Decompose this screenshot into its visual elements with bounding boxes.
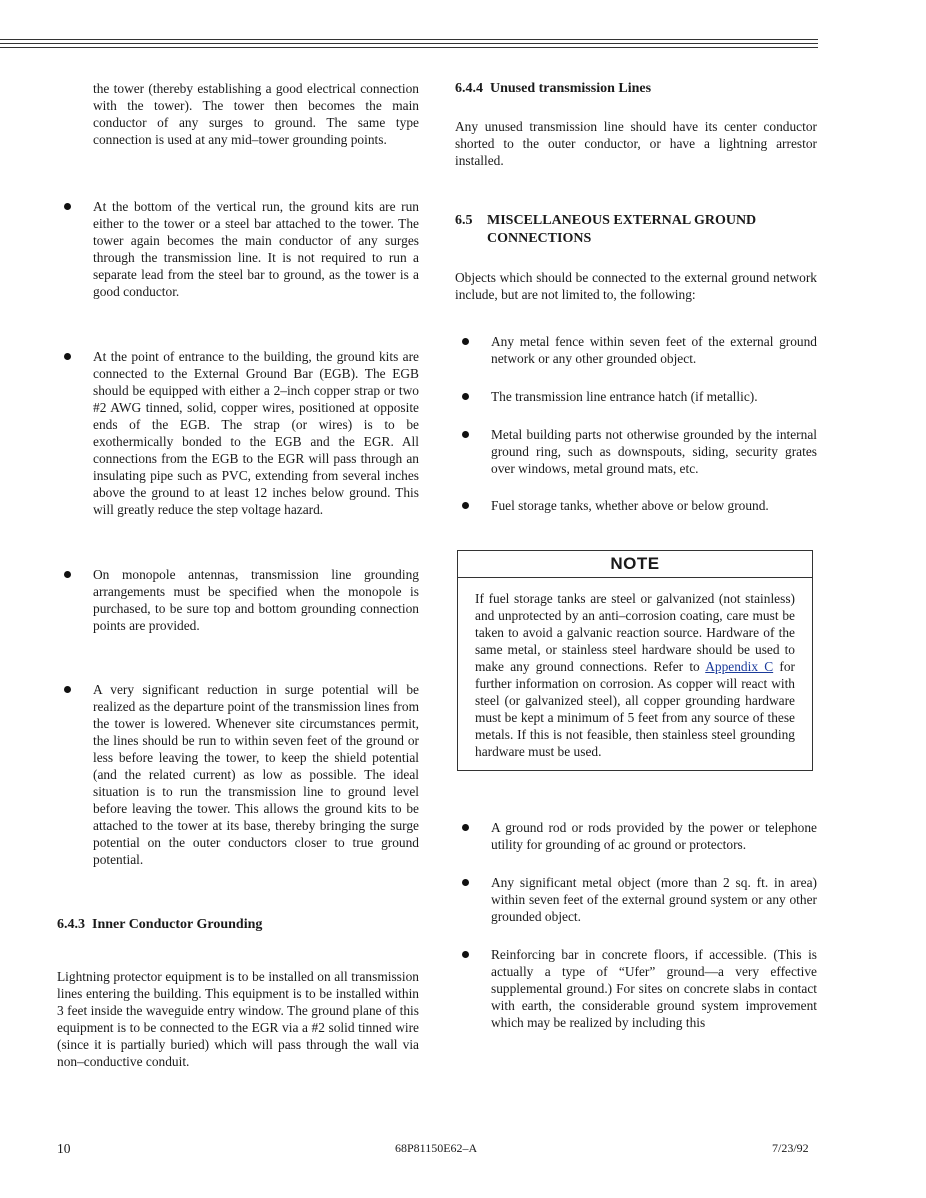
header-rule (0, 43, 818, 44)
bullet-item: Metal building parts not otherwise grounded by the internal ground ring, such as downspouts, siding, security grates over windows, metal ground mats, etc. (455, 426, 817, 477)
header-rule (0, 47, 818, 48)
note-title-box (457, 550, 813, 578)
continued-paragraph: the tower (thereby establishing a good electrical connection with the tower). The tower then becomes the main conductor of any surges to ground. The same type connection is used at any mid–tower grounding points. (93, 81, 419, 147)
bullet-icon (462, 824, 469, 831)
bullet-icon (64, 571, 71, 578)
section-paragraph: Any unused transmission line should have its center conductor shorted to the outer conductor, or have a lightning arrestor installed. (455, 119, 817, 168)
section-heading-6-4-4: 6.4.4 Unused transmission Lines (455, 81, 652, 96)
bullet-icon (462, 502, 469, 509)
document-number: 68P81150E62–A (395, 1141, 478, 1155)
bullet-item: Fuel storage tanks, whether above or below ground. (455, 497, 817, 514)
left-column (57, 80, 419, 1070)
bullet-icon (462, 393, 469, 400)
section-heading-6-4-3: 6.4.3 Inner Conductor Grounding (57, 917, 263, 932)
bullet-item: At the point of entrance to the building, the ground kits are connected to the External Ground Bar (EGB). The EGB should be equipped with either a 2–inch copper strap or two #2 AWG tinned, solid, copper wires, positioned at opposite ends of the EGB. The strap (or wires) is to be exothermically bonded to the EGB and the EGR. All connections from the EGB to the EGR will pass through an insulating pipe such as PVC, extending from several inches above the ground to at least 12 inches below ground. This will greatly reduce the step voltage hazard. (57, 348, 419, 518)
note-title: NOTE (610, 554, 660, 573)
page-number: 10 (57, 1141, 71, 1156)
bullet-item: Any metal fence within seven feet of the external ground network or any other grounded object. (455, 333, 817, 367)
bullet-icon (64, 686, 71, 693)
bullet-icon (462, 879, 469, 886)
appendix-c-link[interactable]: Appendix C (705, 659, 774, 674)
bullet-item: At the bottom of the vertical run, the ground kits are run either to the tower or a steel bar attached to the tower. The tower again becomes the main conductor of any surges through the transmission line. It is not required to run a separate lead from the steel bar to ground, as the tower is a good conductor. (57, 198, 419, 300)
section-heading-6-5: 6.5 MISCELLANEOUS EXTERNAL GROUND CONNECTIONS (455, 213, 757, 246)
bullet-item: The transmission line entrance hatch (if metallic). (455, 388, 817, 405)
right-column (455, 80, 817, 1031)
bullet-icon (462, 338, 469, 345)
section-paragraph: Objects which should be connected to the external ground network include, but are not limited to, the following: (455, 270, 817, 302)
bullet-item: A ground rod or rods provided by the power or telephone utility for grounding of ac ground or protectors. (455, 819, 817, 853)
document-date: 7/23/92 (772, 1141, 809, 1155)
section-paragraph: Lightning protector equipment is to be installed on all transmission lines entering the building. This equipment is to be installed within 3 feet inside the waveguide entry window. The ground plane of this equipment is to be connected to the EGR via a #2 solid tinned wire (since it is partially buried) which will pass through the wall via non–conductive conduit. (57, 969, 419, 1069)
bullet-item: A very significant reduction in surge potential will be realized as the departure point of the transmission lines from the tower is lowered. Whenever site circumstances permit, the lines should be run to within seven feet of the ground or less before leaving the tower, to keep the shield potential (and the related current) as low as possible. The ideal situation is to run the transmission line to ground level before leaving the tower. This allows the ground kits to be attached to the tower at its base, thereby bringing the surge potential on the outer conductors closer to true ground potential. (57, 681, 419, 868)
bullet-icon (64, 353, 71, 360)
bullet-item: Reinforcing bar in concrete floors, if accessible. (This is actually a type of “Ufer” ground—a very effective supplemental ground.) For sites on concrete slabs in contact with earth, the considerable ground system improvement which may be realized by including this (455, 946, 817, 1031)
bullet-icon (462, 431, 469, 438)
bullet-item: Any significant metal object (more than 2 sq. ft. in area) within seven feet of the external ground system or any other grounded object. (455, 874, 817, 925)
bullet-item: On monopole antennas, transmission line grounding arrangements must be specified when the monopole is purchased, to be sure top and bottom grounding connection points are provided. (57, 566, 419, 634)
bullet-icon (64, 203, 71, 210)
header-rule (0, 39, 818, 40)
note-box (455, 550, 817, 771)
note-body: If fuel storage tanks are steel or galvanized (not stainless) and unprotected by an anti–corrosion coating, care must be taken to avoid a galvanic reaction source. Hardware of the same metal, or stainless steel hardware should be used to make any ground connections. Refer to Appendix C for further information on corrosion. As copper will react with steel (or galvanized steel), all copper grounding hardware must be kept a minimum of 5 feet from any source of these metals. If this is not feasible, then stainless steel grounding hardware must be used. (457, 578, 813, 771)
bullet-icon (462, 951, 469, 958)
